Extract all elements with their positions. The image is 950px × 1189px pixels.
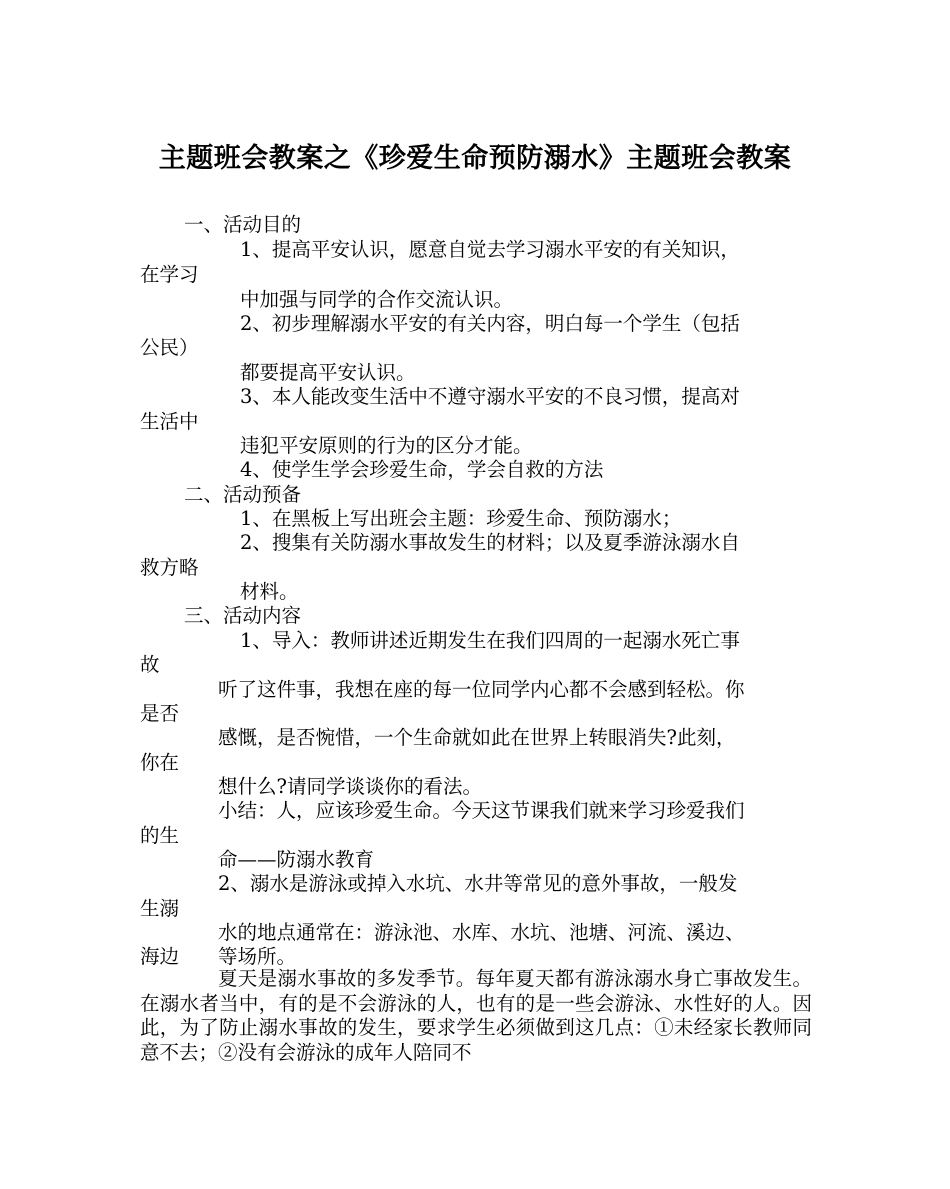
text-line: 材料。	[240, 580, 299, 603]
text-line: 中加强与同学的合作交流认识。	[240, 288, 514, 311]
text-line: 的生	[140, 824, 180, 847]
text-line: 都要提高平安认识。	[240, 361, 416, 384]
text-line: 1、在黑板上写出班会主题：珍爱生命、预防溺水；	[240, 507, 682, 530]
text-line: 想什么?请同学谈谈你的看法。	[218, 775, 482, 798]
section-heading-content: 三、活动内容	[184, 604, 302, 627]
text-line: 感慨，是否惋惜，一个生命就如此在世界上转眼消失?此刻，	[218, 726, 736, 749]
text-line: 命——防溺水教育	[218, 848, 375, 871]
text-line: 你在	[140, 751, 180, 774]
text-line: 2、搜集有关防溺水事故发生的材料；以及夏季游泳溺水自	[240, 531, 740, 554]
text-line: 公民）	[140, 336, 199, 359]
text-line: 生溺	[140, 897, 180, 920]
text-line: 1、导入：教师讲述近期发生在我们四周的一起溺水死亡事	[240, 629, 740, 652]
text-line: 在学习	[140, 263, 199, 286]
text-line: 违犯平安原则的行为的区分才能。	[240, 434, 533, 457]
text-line: 1、提高平安认识，愿意自觉去学习溺水平安的有关知识，	[240, 238, 740, 261]
section-heading-preparation: 二、活动预备	[184, 483, 302, 506]
document-title: 主题班会教案之《珍爱生命预防溺水》主题班会教案	[158, 143, 792, 174]
text-line: 4、使学生学会珍爱生命，学会自救的方法	[240, 458, 604, 481]
text-line: 2、溺水是游泳或掉入水坑、水井等常见的意外事故，一般发	[218, 872, 738, 895]
body-paragraph: 夏天是溺水事故的多发季节。每年夏天都有游泳溺水身亡事故发生。在溺水者当中，有的是不会游泳的人，也有的是一些会游泳、水性好的人。因此，为了防止溺水事故的发生，要求学生必须做到这几点：①未经家长教师同意不去；②没有会游泳的成年人陪同不	[140, 967, 812, 1064]
text-line: 救方略	[140, 556, 199, 579]
text-line: 3、本人能改变生活中不遵守溺水平安的不良习惯，提高对	[240, 385, 740, 408]
text-line: 故	[140, 653, 160, 676]
text-line: 是否	[140, 702, 180, 725]
text-line: 听了这件事，我想在座的每一位同学内心都不会感到轻松。你	[218, 678, 745, 701]
text-line: 生活中	[140, 410, 199, 433]
text-line: 等场所。	[218, 945, 297, 968]
text-line: 水的地点通常在：游泳池、水库、水坑、池塘、河流、溪边、	[218, 921, 745, 944]
section-heading-objectives: 一、活动目的	[184, 213, 302, 236]
text-line: 2、初步理解溺水平安的有关内容，明白每一个学生（包括	[240, 312, 740, 335]
text-line: 海边	[140, 945, 180, 968]
text-line: 小结：人，应该珍爱生命。今天这节课我们就来学习珍爱我们	[218, 799, 745, 822]
